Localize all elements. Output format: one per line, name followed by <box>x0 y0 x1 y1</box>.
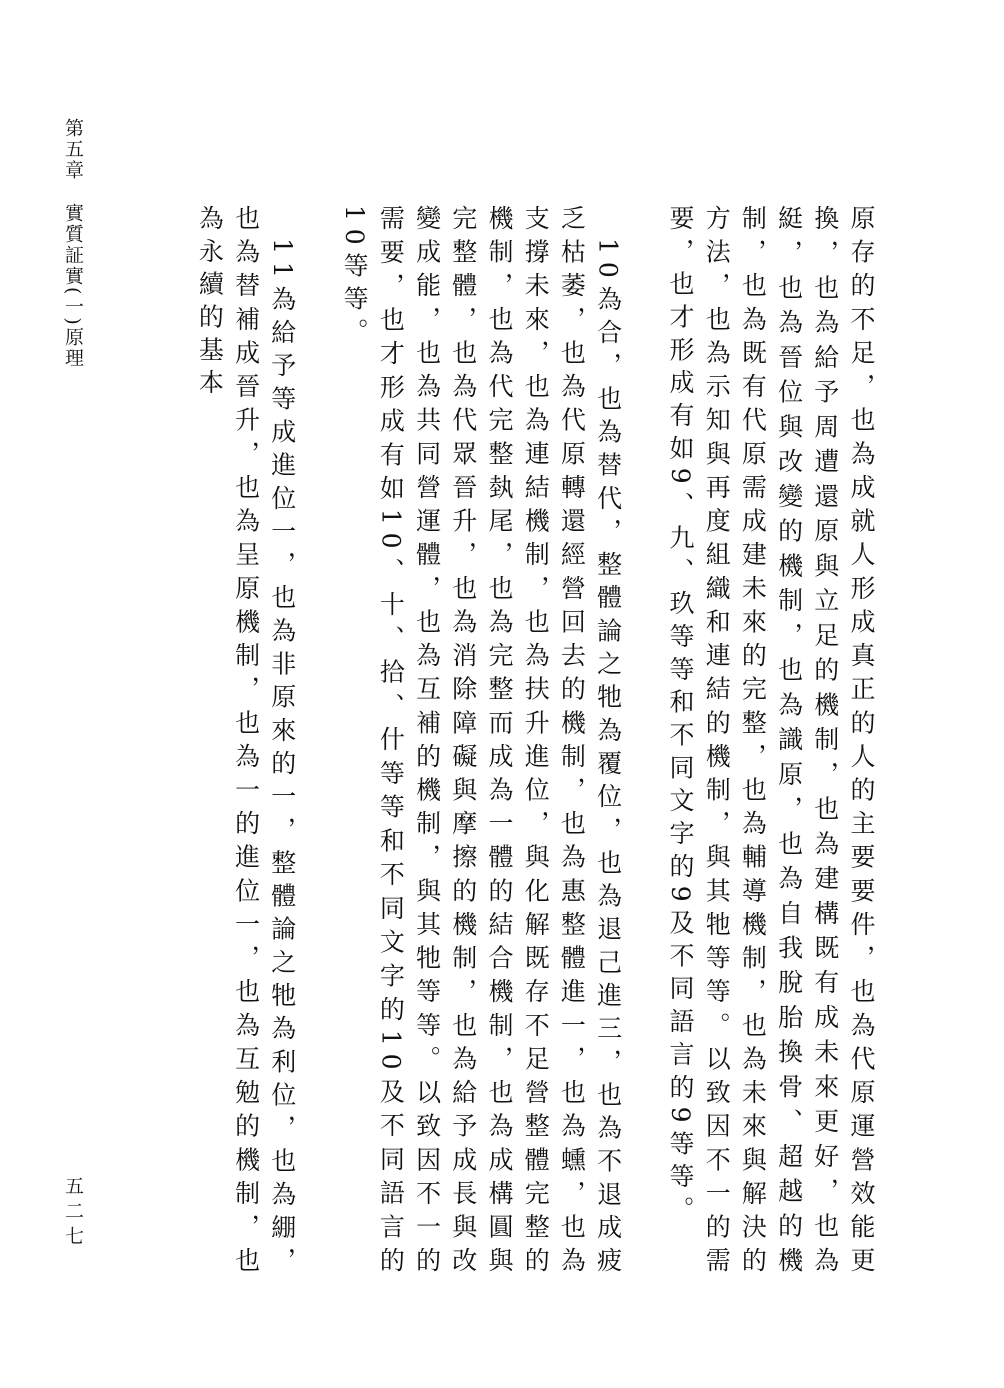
chapter-title: 實質証實(一)原理 <box>62 203 84 369</box>
running-header <box>58 118 88 369</box>
body-text <box>191 205 879 1280</box>
chapter-label: 第五章 <box>62 118 84 181</box>
paragraph-10: 10為合，也為替代，整體論之牠為覆位，也為退己進三，也為不退成疲乏枯萎，也為代原轉還經營回去的機制，也為惠整體進一，也為䗼，也為支撐未來，也為連結機制，也為扶升進位，與化解既存不足營整體完整的機制，也為代完整埶尾，也為完整而成為一體的結合機制，也為成構圓與完整體，也為代眾晉升，也為消除障礙與摩擦的機制，也為給予成長與改變成能，也為共同營運體，也為互補的機制，與其牠等等。以致因不一的需要，也才形成有如10、十、拾、什等等和不同文字的10及不同語言的10等等。 <box>340 205 623 1280</box>
paragraph-9: 原存的不足，也為成就人形成真正的人的主要要件，也為代原運營效能更換，也為給予周遭還原與立足的機制，也為建構既有成未來更好，也為綎，也為晉位與改變的機制，也為識原，也為自我脫胎換骨、超越的機制，也為既有代原需成建未來的完整，也為輔導機制，也為未來與解決的方法，也為示知與再度組織和連結的機制，與其牠等等。以致因不一的需要，也才形成有如9、九、玖等等和不同文字的9及不同語言的9等等。 <box>665 205 876 1280</box>
paragraph-11: 11為給予等成進位一，也為非原來的一，整體論之牠為利位，也為綳，也為替補成晉升，也為呈原機制，也為一的進位一，也為互勉的機制，也為永續的基本 <box>195 205 297 1280</box>
page-number: 五二七 <box>62 1176 84 1251</box>
